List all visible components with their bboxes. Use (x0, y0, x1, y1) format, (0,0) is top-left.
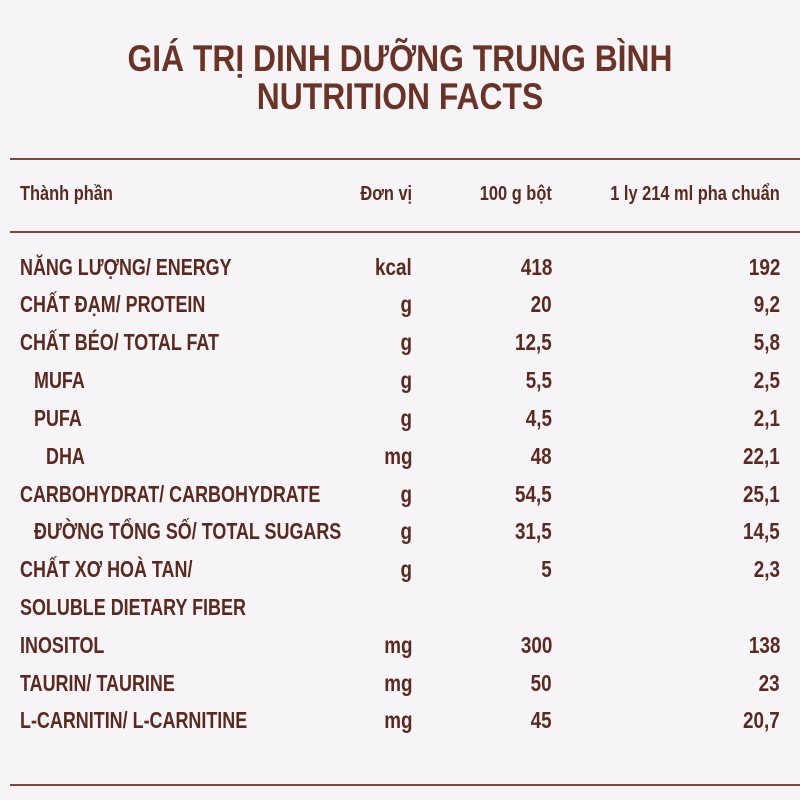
row-per-100g: 5,5 (525, 367, 552, 393)
row-per-cup: 25,1 (743, 481, 780, 507)
table-row (0, 707, 800, 743)
title-english: NUTRITION FACTS (256, 76, 544, 117)
row-name: CHẤT ĐẠM/ PROTEIN (20, 291, 206, 317)
row-per-cup: 2,1 (753, 405, 780, 431)
row-name: MUFA (34, 367, 85, 393)
table-row (0, 254, 800, 290)
row-per-cup: 20,7 (743, 707, 780, 733)
row-per-100g: 48 (531, 443, 552, 469)
row-per-100g: 300 (520, 632, 552, 658)
row-per-cup: 14,5 (743, 518, 780, 544)
row-name: L-CARNITIN/ L-CARNITINE (20, 707, 248, 733)
row-per-100g: 12,5 (515, 329, 552, 355)
row-unit: g (400, 556, 412, 582)
row-unit: mg (383, 443, 412, 469)
table-row (0, 594, 800, 630)
row-unit: g (400, 291, 412, 317)
row-name: PUFA (34, 405, 82, 431)
table-row (0, 443, 800, 479)
row-per-cup: 192 (748, 254, 780, 280)
table-row (0, 518, 800, 554)
row-per-cup: 2,3 (753, 556, 780, 582)
row-per-100g: 45 (531, 707, 552, 733)
row-name: INOSITOL (20, 632, 105, 658)
header-per-cup: 1 ly 214 ml pha chuẩn (610, 183, 780, 205)
row-per-100g: 5 (541, 556, 552, 582)
header-unit: Đơn vị (360, 183, 412, 205)
title-vietnamese: GIÁ TRỊ DINH DƯỠNG TRUNG BÌNH (127, 38, 673, 79)
divider-top (10, 158, 800, 160)
row-per-cup: 138 (748, 632, 780, 658)
row-per-cup: 22,1 (743, 443, 780, 469)
table-row (0, 291, 800, 327)
row-name: ĐƯỜNG TỔNG SỐ/ TOTAL SUGARS (34, 518, 342, 544)
row-name: TAURIN/ TAURINE (20, 670, 175, 696)
table-row (0, 405, 800, 441)
row-unit: mg (383, 707, 412, 733)
table-row (0, 367, 800, 403)
table-row (0, 329, 800, 365)
table-row (0, 670, 800, 706)
row-unit: kcal (375, 254, 412, 280)
divider-header (10, 231, 800, 233)
table-row (0, 481, 800, 517)
row-name: CHẤT XƠ HOÀ TAN/ (20, 556, 193, 582)
row-name: SOLUBLE DIETARY FIBER (20, 594, 246, 620)
row-unit: g (400, 518, 412, 544)
table-row (0, 632, 800, 668)
row-per-100g: 50 (531, 670, 552, 696)
row-per-100g: 20 (531, 291, 552, 317)
row-per-cup: 5,8 (753, 329, 780, 355)
row-name: DHA (46, 443, 85, 469)
row-per-100g: 31,5 (515, 518, 552, 544)
row-unit: mg (383, 670, 412, 696)
row-per-100g: 418 (520, 254, 552, 280)
row-unit: g (400, 481, 412, 507)
row-per-100g: 54,5 (515, 481, 552, 507)
row-per-100g: 4,5 (525, 405, 552, 431)
row-name: CARBOHYDRAT/ CARBOHYDRATE (20, 481, 321, 507)
row-unit: g (400, 367, 412, 393)
row-per-cup: 2,5 (753, 367, 780, 393)
header-per-100g: 100 g bột (480, 183, 552, 205)
divider-bottom (10, 784, 800, 786)
header-ingredient: Thành phần (20, 183, 113, 205)
row-name: CHẤT BÉO/ TOTAL FAT (20, 329, 219, 355)
row-per-cup: 23 (759, 670, 780, 696)
row-unit: mg (383, 632, 412, 658)
row-unit: g (400, 405, 412, 431)
table-row (0, 556, 800, 592)
row-per-cup: 9,2 (753, 291, 780, 317)
row-name: NĂNG LƯỢNG/ ENERGY (20, 254, 232, 280)
row-unit: g (400, 329, 412, 355)
